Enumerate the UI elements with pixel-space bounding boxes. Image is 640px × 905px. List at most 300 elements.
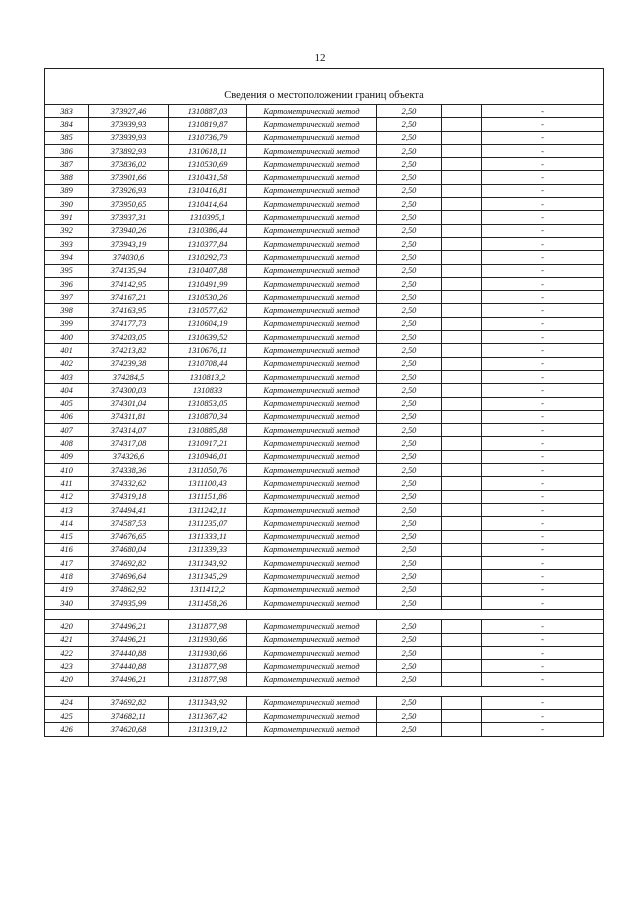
table-body (45, 105, 604, 737)
extra-cell (442, 158, 482, 171)
point-number-cell: 421 (45, 633, 89, 646)
description-cell: - (482, 660, 604, 673)
y-coordinate-cell: 1311930,66 (169, 633, 247, 646)
table-row (45, 490, 604, 503)
extra-cell (442, 144, 482, 157)
description-cell: - (482, 723, 604, 736)
y-coordinate-cell: 1310870,34 (169, 410, 247, 423)
y-coordinate-cell: 1310819,87 (169, 118, 247, 131)
accuracy-cell: 2,50 (377, 464, 442, 477)
extra-cell (442, 291, 482, 304)
description-cell: - (482, 570, 604, 583)
accuracy-cell: 2,50 (377, 184, 442, 197)
x-coordinate-cell: 374300,03 (89, 384, 169, 397)
point-number-cell: 425 (45, 710, 89, 723)
x-coordinate-cell: 374319,18 (89, 490, 169, 503)
extra-cell (442, 357, 482, 370)
method-cell: Картометрический метод (247, 251, 377, 264)
point-number-cell: 412 (45, 490, 89, 503)
accuracy-cell: 2,50 (377, 596, 442, 609)
y-coordinate-cell: 1310917,21 (169, 437, 247, 450)
y-coordinate-cell: 1310676,11 (169, 344, 247, 357)
description-cell: - (482, 517, 604, 530)
method-cell: Картометрический метод (247, 710, 377, 723)
method-cell: Картометрический метод (247, 397, 377, 410)
x-coordinate-cell: 374213,82 (89, 344, 169, 357)
x-coordinate-cell: 374142,95 (89, 277, 169, 290)
method-cell: Картометрический метод (247, 105, 377, 118)
table-row (45, 198, 604, 211)
point-number-cell: 390 (45, 198, 89, 211)
table-row (45, 437, 604, 450)
method-cell: Картометрический метод (247, 198, 377, 211)
point-number-cell: 406 (45, 410, 89, 423)
y-coordinate-cell: 1311235,07 (169, 517, 247, 530)
extra-cell (442, 464, 482, 477)
y-coordinate-cell: 1311242,11 (169, 503, 247, 516)
x-coordinate-cell: 374494,41 (89, 503, 169, 516)
y-coordinate-cell: 1310618,11 (169, 144, 247, 157)
accuracy-cell: 2,50 (377, 633, 442, 646)
accuracy-cell: 2,50 (377, 264, 442, 277)
table-title: Сведения о местоположении границ объекта (45, 69, 604, 105)
description-cell: - (482, 596, 604, 609)
y-coordinate-cell: 1311050,76 (169, 464, 247, 477)
description-cell: - (482, 144, 604, 157)
accuracy-cell: 2,50 (377, 543, 442, 556)
x-coordinate-cell: 374135,94 (89, 264, 169, 277)
accuracy-cell: 2,50 (377, 490, 442, 503)
extra-cell (442, 583, 482, 596)
table-row (45, 317, 604, 330)
method-cell: Картометрический метод (247, 723, 377, 736)
x-coordinate-cell: 374680,04 (89, 543, 169, 556)
extra-cell (442, 184, 482, 197)
table-row (45, 344, 604, 357)
description-cell: - (482, 357, 604, 370)
y-coordinate-cell: 1310887,03 (169, 105, 247, 118)
x-coordinate-cell: 374311,81 (89, 410, 169, 423)
accuracy-cell: 2,50 (377, 583, 442, 596)
point-number-cell: 420 (45, 620, 89, 633)
extra-cell (442, 437, 482, 450)
extra-cell (442, 660, 482, 673)
table-row (45, 530, 604, 543)
y-coordinate-cell: 1310604,19 (169, 317, 247, 330)
x-coordinate-cell: 374692,82 (89, 696, 169, 709)
method-cell: Картометрический метод (247, 450, 377, 463)
point-number-cell: 403 (45, 370, 89, 383)
accuracy-cell: 2,50 (377, 723, 442, 736)
x-coordinate-cell: 374496,21 (89, 673, 169, 686)
x-coordinate-cell: 373943,19 (89, 237, 169, 250)
point-number-cell: 394 (45, 251, 89, 264)
method-cell: Картометрический метод (247, 264, 377, 277)
table-row (45, 171, 604, 184)
y-coordinate-cell: 1311100,43 (169, 477, 247, 490)
extra-cell (442, 344, 482, 357)
description-cell: - (482, 171, 604, 184)
accuracy-cell: 2,50 (377, 304, 442, 317)
method-cell: Картометрический метод (247, 291, 377, 304)
point-number-cell: 418 (45, 570, 89, 583)
description-cell: - (482, 397, 604, 410)
description-cell: - (482, 583, 604, 596)
method-cell: Картометрический метод (247, 304, 377, 317)
method-cell: Картометрический метод (247, 384, 377, 397)
method-cell: Картометрический метод (247, 331, 377, 344)
method-cell: Картометрический метод (247, 557, 377, 570)
point-number-cell: 389 (45, 184, 89, 197)
method-cell: Картометрический метод (247, 660, 377, 673)
point-number-cell: 410 (45, 464, 89, 477)
x-coordinate-cell: 374163,95 (89, 304, 169, 317)
description-cell: - (482, 344, 604, 357)
point-number-cell: 413 (45, 503, 89, 516)
y-coordinate-cell: 1310414,64 (169, 198, 247, 211)
description-cell: - (482, 277, 604, 290)
point-number-cell: 401 (45, 344, 89, 357)
accuracy-cell: 2,50 (377, 620, 442, 633)
y-coordinate-cell: 1311343,92 (169, 696, 247, 709)
description-cell: - (482, 264, 604, 277)
table-row (45, 723, 604, 736)
y-coordinate-cell: 1310416,81 (169, 184, 247, 197)
y-coordinate-cell: 1311877,98 (169, 673, 247, 686)
table-row (45, 557, 604, 570)
table-row (45, 384, 604, 397)
method-cell: Картометрический метод (247, 344, 377, 357)
point-number-cell: 419 (45, 583, 89, 596)
accuracy-cell: 2,50 (377, 450, 442, 463)
x-coordinate-cell: 374317,08 (89, 437, 169, 450)
y-coordinate-cell: 1311367,42 (169, 710, 247, 723)
extra-cell (442, 105, 482, 118)
description-cell: - (482, 331, 604, 344)
table-row (45, 211, 604, 224)
extra-cell (442, 131, 482, 144)
table-row (45, 450, 604, 463)
table-row (45, 224, 604, 237)
description-cell: - (482, 620, 604, 633)
x-coordinate-cell: 374284,5 (89, 370, 169, 383)
method-cell: Картометрический метод (247, 464, 377, 477)
accuracy-cell: 2,50 (377, 105, 442, 118)
x-coordinate-cell: 374440,88 (89, 646, 169, 659)
x-coordinate-cell: 373950,65 (89, 198, 169, 211)
point-number-cell: 423 (45, 660, 89, 673)
method-cell: Картометрический метод (247, 517, 377, 530)
description-cell: - (482, 530, 604, 543)
method-cell: Картометрический метод (247, 620, 377, 633)
accuracy-cell: 2,50 (377, 370, 442, 383)
table-row (45, 543, 604, 556)
description-cell: - (482, 557, 604, 570)
y-coordinate-cell: 1310639,52 (169, 331, 247, 344)
accuracy-cell: 2,50 (377, 673, 442, 686)
description-cell: - (482, 184, 604, 197)
method-cell: Картометрический метод (247, 437, 377, 450)
point-number-cell: 407 (45, 424, 89, 437)
extra-cell (442, 620, 482, 633)
table-row (45, 105, 604, 118)
method-cell: Картометрический метод (247, 237, 377, 250)
accuracy-cell: 2,50 (377, 503, 442, 516)
extra-cell (442, 317, 482, 330)
extra-cell (442, 633, 482, 646)
extra-cell (442, 503, 482, 516)
description-cell: - (482, 543, 604, 556)
boundary-coordinates-table (44, 68, 604, 737)
method-cell: Картометрический метод (247, 583, 377, 596)
x-coordinate-cell: 374203,05 (89, 331, 169, 344)
accuracy-cell: 2,50 (377, 198, 442, 211)
method-cell: Картометрический метод (247, 277, 377, 290)
description-cell: - (482, 131, 604, 144)
method-cell: Картометрический метод (247, 211, 377, 224)
table-row (45, 696, 604, 709)
point-number-cell: 386 (45, 144, 89, 157)
y-coordinate-cell: 1311339,33 (169, 543, 247, 556)
accuracy-cell: 2,50 (377, 131, 442, 144)
x-coordinate-cell: 374440,88 (89, 660, 169, 673)
extra-cell (442, 723, 482, 736)
x-coordinate-cell: 374326,6 (89, 450, 169, 463)
extra-cell (442, 198, 482, 211)
extra-cell (442, 384, 482, 397)
y-coordinate-cell: 1311930,66 (169, 646, 247, 659)
extra-cell (442, 410, 482, 423)
group-separator (45, 686, 604, 696)
point-number-cell: 399 (45, 317, 89, 330)
method-cell: Картометрический метод (247, 144, 377, 157)
x-coordinate-cell: 373940,26 (89, 224, 169, 237)
extra-cell (442, 237, 482, 250)
y-coordinate-cell: 1310885,88 (169, 424, 247, 437)
y-coordinate-cell: 1311877,98 (169, 660, 247, 673)
x-coordinate-cell: 373939,93 (89, 118, 169, 131)
description-cell: - (482, 224, 604, 237)
x-coordinate-cell: 373892,93 (89, 144, 169, 157)
y-coordinate-cell: 1310946,01 (169, 450, 247, 463)
x-coordinate-cell: 373939,93 (89, 131, 169, 144)
x-coordinate-cell: 373901,66 (89, 171, 169, 184)
extra-cell (442, 118, 482, 131)
accuracy-cell: 2,50 (377, 171, 442, 184)
extra-cell (442, 331, 482, 344)
accuracy-cell: 2,50 (377, 646, 442, 659)
accuracy-cell: 2,50 (377, 660, 442, 673)
table-row (45, 118, 604, 131)
accuracy-cell: 2,50 (377, 144, 442, 157)
accuracy-cell: 2,50 (377, 118, 442, 131)
x-coordinate-cell: 374496,21 (89, 620, 169, 633)
accuracy-cell: 2,50 (377, 277, 442, 290)
description-cell: - (482, 317, 604, 330)
point-number-cell: 422 (45, 646, 89, 659)
table-row (45, 660, 604, 673)
y-coordinate-cell: 1310813,2 (169, 370, 247, 383)
table-row (45, 304, 604, 317)
table-row (45, 583, 604, 596)
y-coordinate-cell: 1310577,62 (169, 304, 247, 317)
description-cell: - (482, 198, 604, 211)
table-row (45, 264, 604, 277)
accuracy-cell: 2,50 (377, 344, 442, 357)
table-row (45, 464, 604, 477)
x-coordinate-cell: 374862,92 (89, 583, 169, 596)
description-cell: - (482, 696, 604, 709)
point-number-cell: 415 (45, 530, 89, 543)
description-cell: - (482, 105, 604, 118)
point-number-cell: 391 (45, 211, 89, 224)
y-coordinate-cell: 1310407,88 (169, 264, 247, 277)
x-coordinate-cell: 374030,6 (89, 251, 169, 264)
y-coordinate-cell: 1310853,05 (169, 397, 247, 410)
table-row (45, 710, 604, 723)
extra-cell (442, 450, 482, 463)
description-cell: - (482, 237, 604, 250)
description-cell: - (482, 633, 604, 646)
x-coordinate-cell: 374696,64 (89, 570, 169, 583)
x-coordinate-cell: 374314,07 (89, 424, 169, 437)
accuracy-cell: 2,50 (377, 557, 442, 570)
accuracy-cell: 2,50 (377, 410, 442, 423)
y-coordinate-cell: 1310708,44 (169, 357, 247, 370)
extra-cell (442, 646, 482, 659)
extra-cell (442, 696, 482, 709)
x-coordinate-cell: 374239,38 (89, 357, 169, 370)
accuracy-cell: 2,50 (377, 477, 442, 490)
description-cell: - (482, 251, 604, 264)
table-row (45, 144, 604, 157)
accuracy-cell: 2,50 (377, 224, 442, 237)
y-coordinate-cell: 1310395,1 (169, 211, 247, 224)
y-coordinate-cell: 1310431,58 (169, 171, 247, 184)
description-cell: - (482, 158, 604, 171)
extra-cell (442, 251, 482, 264)
description-cell: - (482, 370, 604, 383)
method-cell: Картометрический метод (247, 224, 377, 237)
accuracy-cell: 2,50 (377, 237, 442, 250)
y-coordinate-cell: 1311345,29 (169, 570, 247, 583)
table-row (45, 410, 604, 423)
accuracy-cell: 2,50 (377, 437, 442, 450)
table-row (45, 251, 604, 264)
description-cell: - (482, 410, 604, 423)
method-cell: Картометрический метод (247, 184, 377, 197)
point-number-cell: 398 (45, 304, 89, 317)
accuracy-cell: 2,50 (377, 291, 442, 304)
x-coordinate-cell: 374935,99 (89, 596, 169, 609)
point-number-cell: 384 (45, 118, 89, 131)
description-cell: - (482, 291, 604, 304)
method-cell: Картометрический метод (247, 633, 377, 646)
method-cell: Картометрический метод (247, 570, 377, 583)
point-number-cell: 400 (45, 331, 89, 344)
table-row (45, 517, 604, 530)
description-cell: - (482, 211, 604, 224)
point-number-cell: 393 (45, 237, 89, 250)
extra-cell (442, 211, 482, 224)
y-coordinate-cell: 1310386,44 (169, 224, 247, 237)
point-number-cell: 396 (45, 277, 89, 290)
accuracy-cell: 2,50 (377, 357, 442, 370)
x-coordinate-cell: 374676,65 (89, 530, 169, 543)
method-cell: Картометрический метод (247, 696, 377, 709)
method-cell: Картометрический метод (247, 171, 377, 184)
extra-cell (442, 370, 482, 383)
accuracy-cell: 2,50 (377, 211, 442, 224)
method-cell: Картометрический метод (247, 503, 377, 516)
method-cell: Картометрический метод (247, 673, 377, 686)
accuracy-cell: 2,50 (377, 331, 442, 344)
x-coordinate-cell: 373836,02 (89, 158, 169, 171)
table-row (45, 424, 604, 437)
y-coordinate-cell: 1310833 (169, 384, 247, 397)
y-coordinate-cell: 1310377,84 (169, 237, 247, 250)
extra-cell (442, 224, 482, 237)
y-coordinate-cell: 1311877,98 (169, 620, 247, 633)
method-cell: Картометрический метод (247, 158, 377, 171)
x-coordinate-cell: 374332,62 (89, 477, 169, 490)
table-row (45, 620, 604, 633)
table-row (45, 477, 604, 490)
accuracy-cell: 2,50 (377, 696, 442, 709)
table-row (45, 503, 604, 516)
description-cell: - (482, 477, 604, 490)
y-coordinate-cell: 1311343,92 (169, 557, 247, 570)
description-cell: - (482, 646, 604, 659)
point-number-cell: 409 (45, 450, 89, 463)
method-cell: Картометрический метод (247, 131, 377, 144)
point-number-cell: 405 (45, 397, 89, 410)
point-number-cell: 414 (45, 517, 89, 530)
y-coordinate-cell: 1311458,26 (169, 596, 247, 609)
method-cell: Картометрический метод (247, 317, 377, 330)
y-coordinate-cell: 1310736,79 (169, 131, 247, 144)
point-number-cell: 388 (45, 171, 89, 184)
point-number-cell: 397 (45, 291, 89, 304)
point-number-cell: 404 (45, 384, 89, 397)
accuracy-cell: 2,50 (377, 570, 442, 583)
x-coordinate-cell: 374338,36 (89, 464, 169, 477)
y-coordinate-cell: 1310530,69 (169, 158, 247, 171)
point-number-cell: 416 (45, 543, 89, 556)
description-cell: - (482, 710, 604, 723)
point-number-cell: 392 (45, 224, 89, 237)
method-cell: Картометрический метод (247, 118, 377, 131)
table-header-row (45, 69, 604, 105)
table-row (45, 673, 604, 686)
y-coordinate-cell: 1311412,2 (169, 583, 247, 596)
x-coordinate-cell: 374587,53 (89, 517, 169, 530)
description-cell: - (482, 673, 604, 686)
table-row (45, 331, 604, 344)
method-cell: Картометрический метод (247, 490, 377, 503)
table-row (45, 158, 604, 171)
method-cell: Картометрический метод (247, 410, 377, 423)
accuracy-cell: 2,50 (377, 517, 442, 530)
table-row (45, 237, 604, 250)
point-number-cell: 420 (45, 673, 89, 686)
table-row (45, 357, 604, 370)
y-coordinate-cell: 1311151,86 (169, 490, 247, 503)
accuracy-cell: 2,50 (377, 710, 442, 723)
table-row (45, 646, 604, 659)
method-cell: Картометрический метод (247, 543, 377, 556)
extra-cell (442, 596, 482, 609)
